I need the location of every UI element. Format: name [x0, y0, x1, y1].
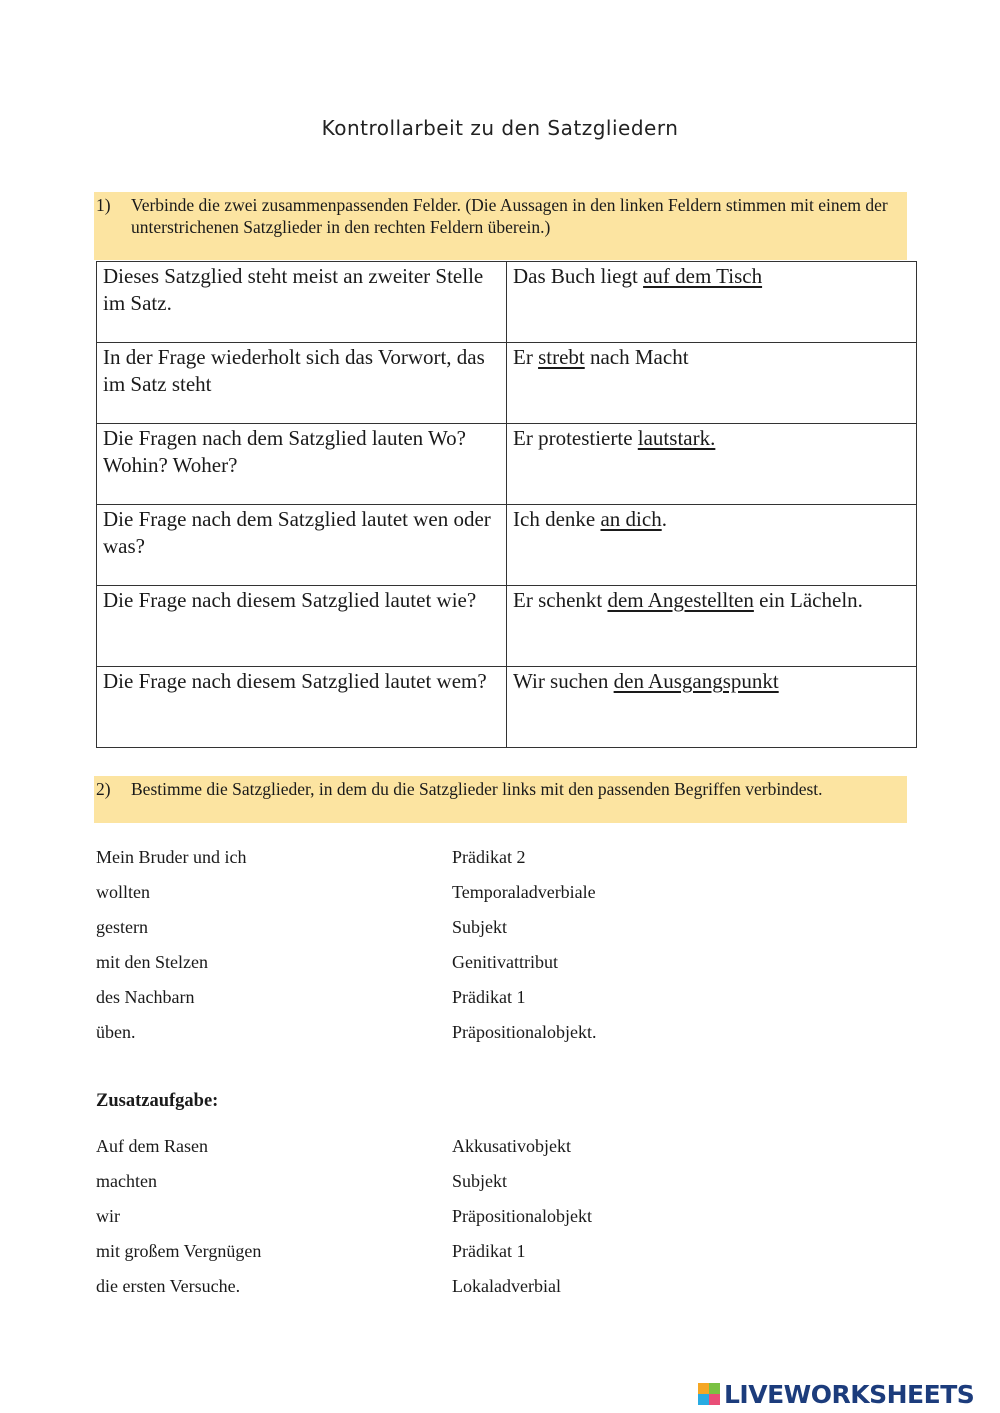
grammar-term[interactable]: Subjekt — [452, 917, 508, 937]
underlined-sentence-part: den Ausgangspunkt — [613, 669, 779, 693]
list-item — [96, 847, 796, 882]
sentence-text: Das Buch liegt — [513, 264, 644, 288]
sentence-part[interactable]: wollten — [96, 882, 150, 902]
grammar-term[interactable]: Temporaladverbiale — [452, 882, 596, 902]
table-row — [97, 667, 917, 748]
grammar-term[interactable]: Subjekt — [452, 1171, 508, 1191]
list-item — [96, 952, 796, 987]
underlined-sentence-part: dem Angestellten — [607, 588, 754, 612]
sentence-part[interactable]: machten — [96, 1171, 157, 1191]
example-sentence-cell[interactable] — [507, 424, 917, 505]
task-2-number: 2) — [96, 779, 111, 799]
brand-name: LIVEWORKSHEETS — [724, 1379, 975, 1409]
sentence-part[interactable]: mit den Stelzen — [96, 952, 208, 972]
list-item — [96, 1136, 796, 1171]
sentence-part[interactable]: mit großem Vergnügen — [96, 1241, 262, 1261]
grammar-term[interactable]: Prädikat 1 — [452, 987, 526, 1007]
list-item — [96, 1241, 796, 1276]
liveworksheets-logo-icon — [698, 1383, 720, 1405]
sentence-text: . — [661, 507, 667, 531]
page-title: Kontrollarbeit zu den Satzgliedern — [321, 116, 679, 140]
sentence-text: Wir suchen — [513, 669, 614, 693]
grammar-term[interactable]: Lokaladverbial — [452, 1276, 561, 1296]
logo-tile — [698, 1394, 709, 1405]
list-item — [96, 1171, 796, 1206]
list-item — [96, 1206, 796, 1241]
underlined-sentence-part: auf dem Tisch — [643, 264, 763, 288]
sentence-text: ein Lächeln. — [753, 588, 863, 612]
task-1-instruction — [94, 192, 907, 260]
grammar-term[interactable]: Genitivattribut — [452, 952, 558, 972]
sentence-part[interactable]: wir — [96, 1206, 120, 1226]
list-item — [96, 882, 796, 917]
table-row — [97, 424, 917, 505]
sentence-part[interactable]: gestern — [96, 917, 148, 937]
matching-table — [96, 261, 917, 748]
statement-cell[interactable]: Die Fragen nach dem Satzglied lauten Wo? Wohin? Woher? — [97, 424, 507, 505]
list-item — [96, 1022, 796, 1057]
list-item — [96, 917, 796, 952]
sentence-text: Ich denke — [513, 507, 601, 531]
task-2-word-list — [96, 847, 796, 1057]
sentence-text: Er protestierte — [513, 426, 638, 450]
example-sentence-cell[interactable] — [507, 262, 917, 343]
example-sentence-cell[interactable] — [507, 667, 917, 748]
table-row — [97, 343, 917, 424]
sentence-part[interactable]: des Nachbarn — [96, 987, 195, 1007]
statement-cell[interactable]: Die Frage nach diesem Satzglied lautet wem? — [97, 667, 507, 748]
task-1-text: Verbinde die zwei zusammenpassenden Felder. (Die Aussagen in den linken Feldern stimmen mit einem der unterstrichenen Satzglieder in den rechten Feldern überein.) — [131, 195, 888, 237]
table-row — [97, 586, 917, 667]
sentence-text: nach Macht — [584, 345, 689, 369]
underlined-sentence-part: an dich — [600, 507, 662, 531]
statement-cell[interactable]: Die Frage nach dem Satzglied lautet wen oder was? — [97, 505, 507, 586]
example-sentence-cell[interactable] — [507, 586, 917, 667]
underlined-sentence-part: lautstark. — [637, 426, 716, 450]
extra-task-word-list — [96, 1136, 796, 1311]
grammar-term[interactable]: Präpositionalobjekt — [452, 1206, 592, 1226]
sentence-part[interactable]: Auf dem Rasen — [96, 1136, 208, 1156]
grammar-term[interactable]: Prädikat 1 — [452, 1241, 526, 1261]
logo-tile — [709, 1394, 720, 1405]
table-row — [97, 262, 917, 343]
statement-cell[interactable]: In der Frage wiederholt sich das Vorwort, das im Satz steht — [97, 343, 507, 424]
example-sentence-cell[interactable] — [507, 343, 917, 424]
table-row — [97, 505, 917, 586]
brand-footer[interactable] — [698, 1379, 974, 1409]
example-sentence-cell[interactable] — [507, 505, 917, 586]
underlined-sentence-part: strebt — [538, 345, 585, 369]
grammar-term[interactable]: Prädikat 2 — [452, 847, 526, 867]
grammar-term[interactable]: Präpositionalobjekt. — [452, 1022, 597, 1042]
task-2-instruction — [94, 776, 907, 823]
task-2-text: Bestimme die Satzglieder, in dem du die Satzglieder links mit den passenden Begriffen verbindest. — [131, 779, 823, 799]
sentence-part[interactable]: die ersten Versuche. — [96, 1276, 241, 1296]
grammar-term[interactable]: Akkusativobjekt — [452, 1136, 571, 1156]
statement-cell[interactable]: Dieses Satzglied steht meist an zweiter Stelle im Satz. — [97, 262, 507, 343]
statement-cell[interactable]: Die Frage nach diesem Satzglied lautet wie? — [97, 586, 507, 667]
sentence-part[interactable]: üben. — [96, 1022, 136, 1042]
sentence-text: Er schenkt — [513, 588, 608, 612]
list-item — [96, 1276, 796, 1311]
list-item — [96, 987, 796, 1022]
logo-tile — [709, 1383, 720, 1394]
extra-task-heading: Zusatzaufgabe: — [96, 1091, 219, 1111]
logo-tile — [698, 1383, 709, 1394]
task-1-number: 1) — [96, 195, 111, 215]
sentence-part[interactable]: Mein Bruder und ich — [96, 847, 247, 867]
sentence-text: Er — [513, 345, 539, 369]
